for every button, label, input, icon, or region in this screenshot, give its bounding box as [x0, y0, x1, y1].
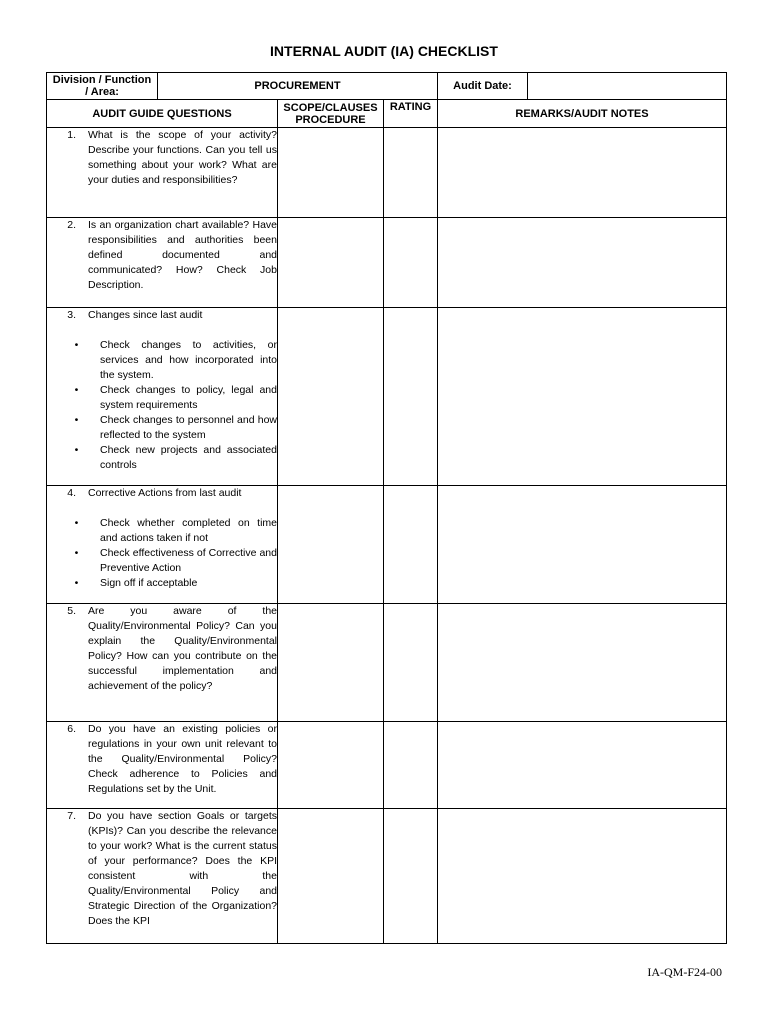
question-cell	[47, 722, 278, 809]
question-cell	[47, 308, 278, 486]
bullet-icon: •	[74, 339, 79, 351]
table-row	[47, 722, 727, 809]
question-number: 4.	[67, 487, 76, 499]
division-value-field[interactable]: PROCUREMENT	[158, 73, 438, 100]
table-row	[47, 486, 727, 604]
form-code: IA-QM-F24-00	[647, 965, 722, 979]
rating-cell[interactable]	[384, 604, 438, 722]
bullet-icon: •	[74, 517, 79, 529]
rating-cell[interactable]	[384, 486, 438, 604]
col-header-questions: AUDIT GUIDE QUESTIONS	[47, 100, 278, 128]
table-row	[47, 809, 727, 944]
bullet-text: Sign off if acceptable	[100, 577, 198, 589]
question-text: Corrective Actions from last audit	[88, 487, 242, 499]
rating-cell[interactable]	[384, 218, 438, 308]
question-number: 3.	[67, 309, 76, 321]
checklist-table	[46, 99, 727, 944]
bullet-text: Check new projects and associated controls	[100, 444, 277, 471]
bullet-icon: •	[74, 414, 79, 426]
bullet-text: Check changes to activities, or services and how incorporated into the system.	[100, 339, 277, 381]
question-number: 2.	[67, 219, 76, 231]
question-text: Is an organization chart available? Have responsibilities and authorities been defined documented and communicated? How? Check Job Description.	[88, 219, 277, 291]
remarks-cell[interactable]	[438, 218, 727, 308]
question-cell	[47, 128, 278, 218]
question-text: Do you have an existing policies or regulations in your own unit relevant to the Quality/Environmental Policy? Check adherence to Policies and Regulations set by the Unit.	[88, 723, 277, 795]
bullet-text: Check effectiveness of Corrective and Preventive Action	[100, 547, 277, 574]
header-table	[46, 72, 727, 100]
question-cell	[47, 604, 278, 722]
table-row	[47, 308, 727, 486]
question-text: Changes since last audit	[88, 309, 203, 321]
remarks-cell[interactable]	[438, 128, 727, 218]
remarks-cell[interactable]	[438, 486, 727, 604]
division-label: Division / Function / Area:	[47, 73, 158, 100]
col-header-remarks: REMARKS/AUDIT NOTES	[438, 100, 727, 128]
scope-cell[interactable]	[278, 128, 384, 218]
scope-cell[interactable]	[278, 218, 384, 308]
audit-date-field[interactable]	[528, 73, 727, 100]
bullet-text: Check changes to personnel and how reflected to the system	[100, 414, 277, 441]
bullet-icon: •	[74, 577, 79, 589]
remarks-cell[interactable]	[438, 308, 727, 486]
scope-cell[interactable]	[278, 486, 384, 604]
audit-date-label: Audit Date:	[438, 73, 528, 100]
scope-cell[interactable]	[278, 604, 384, 722]
question-cell	[47, 218, 278, 308]
question-number: 7.	[67, 810, 76, 822]
table-row	[47, 128, 727, 218]
question-text: Do you have section Goals or targets (KPIs)? Can you describe the relevance to your work? What is the current status of your performance? Does the KPI consistent with the Quality/Environmental Policy and Strategic Direction of the Organization? Does the KPI	[88, 810, 277, 927]
col-header-scope: SCOPE/CLAUSES PROCEDURE	[278, 100, 384, 128]
question-number: 6.	[67, 723, 76, 735]
remarks-cell[interactable]	[438, 809, 727, 944]
bullet-icon: •	[74, 444, 79, 456]
question-cell	[47, 486, 278, 604]
col-header-rating: RATING	[384, 100, 438, 128]
rating-cell[interactable]	[384, 308, 438, 486]
question-text: Are you aware of the Quality/Environmental Policy? Can you explain the Quality/Environmental Policy? How can you contribute on the successful implementation and achievement of the policy?	[88, 605, 277, 692]
rating-cell[interactable]	[384, 722, 438, 809]
scope-cell[interactable]	[278, 722, 384, 809]
bullet-text: Check changes to policy, legal and system requirements	[100, 384, 277, 411]
remarks-cell[interactable]	[438, 722, 727, 809]
bullet-icon: •	[74, 547, 79, 559]
rating-cell[interactable]	[384, 128, 438, 218]
question-number: 1.	[67, 129, 76, 141]
scope-cell[interactable]	[278, 809, 384, 944]
remarks-cell[interactable]	[438, 604, 727, 722]
question-text: What is the scope of your activity? Describe your functions. Can you tell us something about your work? What are your duties and responsibilities?	[88, 129, 277, 186]
question-cell	[47, 809, 278, 944]
page-title: INTERNAL AUDIT (IA) CHECKLIST	[270, 43, 498, 59]
bullet-icon: •	[74, 384, 79, 396]
rating-cell[interactable]	[384, 809, 438, 944]
bullet-text: Check whether completed on time and actions taken if not	[100, 517, 277, 544]
table-row	[47, 218, 727, 308]
question-number: 5.	[67, 605, 76, 617]
table-row	[47, 604, 727, 722]
scope-cell[interactable]	[278, 308, 384, 486]
